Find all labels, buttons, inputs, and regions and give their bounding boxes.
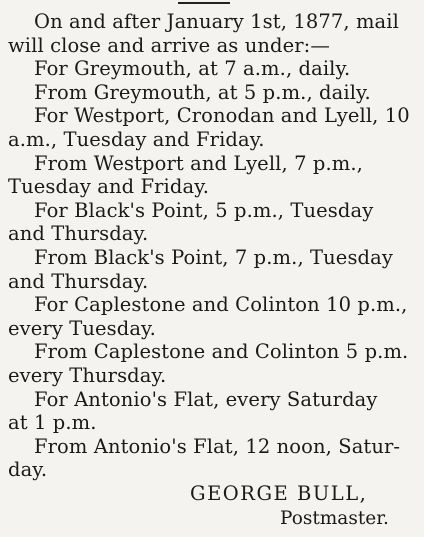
notice-line: and Thursday.	[8, 222, 149, 246]
notice-line: every Thursday.	[8, 363, 167, 387]
notice-line: From Greymouth, at 5 p.m., daily.	[34, 80, 371, 104]
notice-line: every Tuesday.	[8, 316, 156, 340]
notice-line: For Antonio's Flat, every Saturday	[34, 387, 378, 411]
notice-line: From Westport and Lyell, 7 p.m.,	[34, 151, 363, 175]
notice-line: For Greymouth, at 7 a.m., daily.	[34, 57, 351, 81]
notice-line: From Caplestone and Colinton 5 p.m.	[34, 340, 409, 364]
notice-line: From Antonio's Flat, 12 noon, Satur-	[34, 434, 401, 458]
notice-line: a.m., Tuesday and Friday.	[8, 127, 265, 151]
signatory-name: GEORGE BULL,	[190, 482, 368, 505]
notice-line: On and after January 1st, 1877, mail	[34, 10, 399, 33]
notice-line: Tuesday and Friday.	[8, 175, 210, 199]
mail-schedule-notice	[8, 10, 418, 482]
notice-line: at 1 p.m.	[8, 411, 97, 435]
notice-line: For Westport, Cronodan and Lyell, 10	[34, 104, 410, 128]
notice-line: From Black's Point, 7 p.m., Tuesday	[34, 245, 393, 269]
signatory-title: Postmaster.	[280, 508, 389, 529]
notice-line: For Caplestone and Colinton 10 p.m.,	[34, 293, 408, 317]
notice-line: For Black's Point, 5 p.m., Tuesday	[34, 198, 374, 222]
notice-line: will close and arrive as under:—	[8, 33, 330, 57]
notice-line: and Thursday.	[8, 269, 149, 293]
notice-line: day.	[8, 458, 48, 482]
header-rule	[178, 2, 230, 4]
